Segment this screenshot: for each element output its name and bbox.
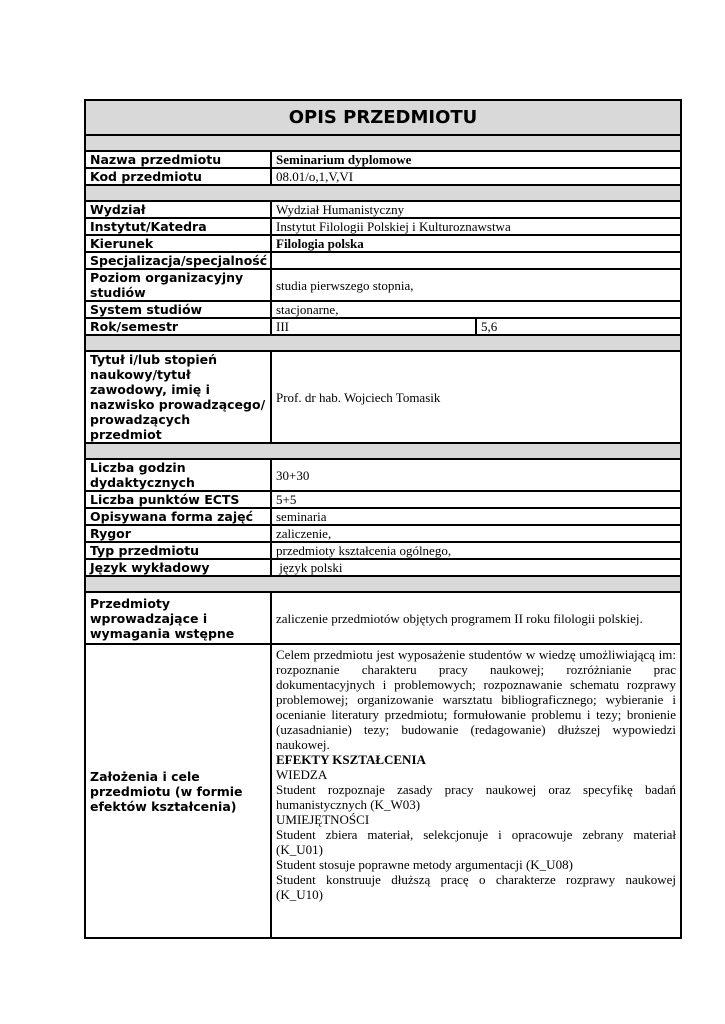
value-semestr: 5,6 bbox=[476, 318, 681, 335]
label-kierunek: Kierunek bbox=[85, 235, 271, 252]
separator bbox=[85, 335, 681, 351]
value-kod: 08.01/o,1,V,VI bbox=[271, 168, 681, 185]
value-forma: seminaria bbox=[271, 508, 681, 525]
value-instytut: Instytut Filologii Polskiej i Kulturoznawstwa bbox=[271, 218, 681, 235]
label-godziny: Liczba godzin dydaktycznych bbox=[85, 459, 271, 491]
value-typ: przedmioty kształcenia ogólnego, bbox=[271, 542, 681, 559]
value-nazwa: Seminarium dyplomowe bbox=[271, 151, 681, 168]
label-nazwa: Nazwa przedmiotu bbox=[85, 151, 271, 168]
course-description-document bbox=[84, 99, 682, 939]
value-wymagania: zaliczenie przedmiotów objętych programem II roku filologii polskiej. bbox=[271, 592, 681, 644]
label-poziom: Poziom organizacyjny studiów bbox=[85, 269, 271, 301]
label-rok: Rok/semestr bbox=[85, 318, 271, 335]
label-kod: Kod przedmiotu bbox=[85, 168, 271, 185]
label-wymagania: Przedmioty wprowadzające i wymagania wstępne bbox=[85, 592, 271, 644]
zalozenia-intro: Celem przedmiotu jest wyposażenie studentów w wiedzę umożliwiającą im: rozpoznanie charakteru pracy naukowej; rozróżnianie prac dokumentacyjnych i problemowych; rozpoznawanie schematu rozprawy problemowej; organizowanie warsztatu bibliograficznego; wybieranie i ocenianie literatury przedmiotu; formułowanie problemu i tezy; bronienie (uzasadnianie) tezy; budowanie (redagowanie) dłuższej wypowiedzi naukowej. bbox=[276, 647, 677, 752]
value-jezyk: język polski bbox=[271, 559, 681, 576]
umiejetnosci-heading: UMIEJĘTNOŚCI bbox=[276, 812, 370, 827]
document-title: OPIS PRZEDMIOTU bbox=[85, 100, 681, 135]
value-system: stacjonarne, bbox=[271, 301, 681, 318]
label-jezyk: Język wykładowy bbox=[85, 559, 271, 576]
wiedza-heading: WIEDZA bbox=[276, 767, 328, 782]
value-godziny: 30+30 bbox=[271, 459, 681, 491]
label-specjalizacja: Specjalizacja/specjalność bbox=[85, 252, 271, 269]
label-ects: Liczba punktów ECTS bbox=[85, 491, 271, 508]
value-rygor: zaliczenie, bbox=[271, 525, 681, 542]
value-rok: III bbox=[271, 318, 476, 335]
label-forma: Opisywana forma zajęć bbox=[85, 508, 271, 525]
wiedza-item: Student rozpoznaje zasady pracy naukowej oraz specyfikę badań humanistycznych (K_W03) bbox=[276, 782, 677, 812]
label-zalozenia: Założenia i cele przedmiotu (w formie efektów kształcenia) bbox=[85, 644, 271, 938]
value-ects: 5+5 bbox=[271, 491, 681, 508]
umiejetnosci-item: Student zbiera materiał, selekcjonuje i opracowuje zebrany materiał (K_U01) bbox=[276, 827, 677, 857]
efekty-heading: EFEKTY KSZTAŁCENIA bbox=[276, 752, 426, 767]
umiejetnosci-item: Student stosuje poprawne metody argumentacji (K_U08) bbox=[276, 857, 573, 872]
value-kierunek: Filologia polska bbox=[271, 235, 681, 252]
label-prowadzacy: Tytuł i/lub stopień naukowy/tytuł zawodowy, imię i nazwisko prowadzącego/ prowadzących przedmiot bbox=[85, 351, 271, 443]
course-table bbox=[84, 99, 682, 939]
label-typ: Typ przedmiotu bbox=[85, 542, 271, 559]
separator bbox=[85, 576, 681, 592]
blank-space bbox=[276, 902, 676, 935]
value-prowadzacy: Prof. dr hab. Wojciech Tomasik bbox=[271, 351, 681, 443]
label-system: System studiów bbox=[85, 301, 271, 318]
umiejetnosci-item: Student konstruuje dłuższą pracę o charakterze rozprawy naukowej (K_U10) bbox=[276, 872, 677, 902]
label-wydzial: Wydział bbox=[85, 201, 271, 218]
separator bbox=[85, 185, 681, 201]
value-wydzial: Wydział Humanistyczny bbox=[271, 201, 681, 218]
separator bbox=[85, 443, 681, 459]
label-instytut: Instytut/Katedra bbox=[85, 218, 271, 235]
separator bbox=[85, 135, 681, 151]
value-poziom: studia pierwszego stopnia, bbox=[271, 269, 681, 301]
value-zalozenia bbox=[271, 644, 681, 938]
value-specjalizacja bbox=[271, 252, 681, 269]
label-rygor: Rygor bbox=[85, 525, 271, 542]
